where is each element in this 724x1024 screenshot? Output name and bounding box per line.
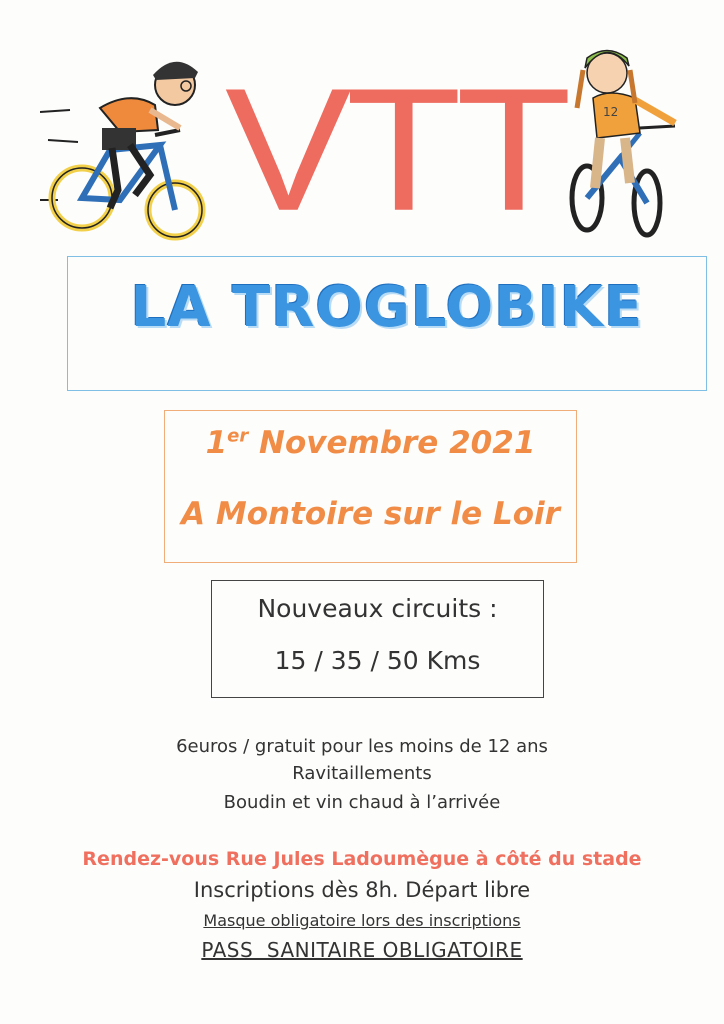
price-text: 6euros / gratuit pour les moins de 12 ans	[176, 736, 548, 757]
food-text: Boudin et vin chaud à l’arrivée	[223, 792, 501, 813]
cyclist-girl-icon	[565, 38, 690, 243]
circuits-label: Nouveaux circuits :	[257, 594, 498, 623]
supply-text: Ravitaillements	[292, 763, 432, 784]
health-pass-notice: PASS SANITAIRE OBLIGATOIRE	[201, 938, 523, 962]
registration-text: Inscriptions dès 8h. Départ libre	[193, 878, 531, 902]
event-date: 1er Novembre 2021	[205, 425, 536, 461]
vtt-heading: VTT	[225, 52, 566, 248]
mask-notice: Masque obligatoire lors des inscriptions	[203, 911, 521, 930]
event-title: LA TROGLOBIKE	[130, 275, 644, 340]
meeting-point: Rendez-vous Rue Jules Ladoumègue à côté du stade	[82, 848, 642, 870]
circuits-distances: 15 / 35 / 50 Kms	[274, 646, 481, 675]
svg-text:12: 12	[603, 105, 619, 119]
cyclist-man-icon	[40, 50, 220, 245]
event-location: A Montoire sur le Loir	[181, 496, 560, 532]
